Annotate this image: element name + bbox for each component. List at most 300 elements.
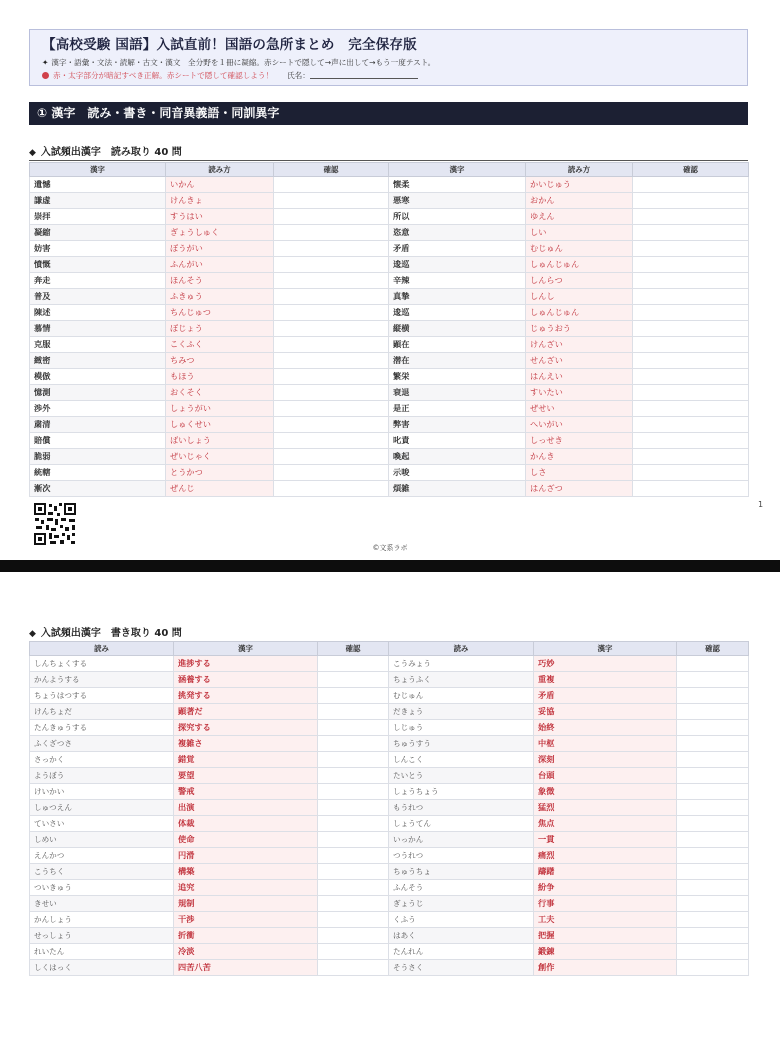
answer-cell: けんきょ [166, 193, 274, 209]
question-cell: そうさく [389, 960, 534, 976]
check-cell[interactable] [318, 848, 389, 864]
question-cell: けんちょだ [30, 704, 174, 720]
answer-cell: しんらつ [526, 273, 633, 289]
check-cell[interactable] [677, 768, 749, 784]
table-row [30, 273, 749, 289]
check-cell[interactable] [318, 960, 389, 976]
question-cell: たんれん [389, 944, 534, 960]
check-cell[interactable] [633, 353, 749, 369]
answer-cell: 躊躇 [534, 864, 677, 880]
check-cell[interactable] [318, 672, 389, 688]
question-cell: かんしょう [30, 912, 174, 928]
question-cell: くふう [389, 912, 534, 928]
answer-cell: はんえい [526, 369, 633, 385]
answer-cell: 折衝 [174, 928, 318, 944]
answer-cell: 干渉 [174, 912, 318, 928]
question-cell: 統轄 [30, 465, 166, 481]
question-cell: ようぼう [30, 768, 174, 784]
answer-cell: おかん [526, 193, 633, 209]
question-cell: 粛清 [30, 417, 166, 433]
question-cell: 漸次 [30, 481, 166, 497]
check-cell[interactable] [677, 864, 749, 880]
question-cell: つうれつ [389, 848, 534, 864]
check-cell[interactable] [318, 656, 389, 672]
question-cell: 脆弱 [30, 449, 166, 465]
table-row [30, 417, 749, 433]
table-row [30, 353, 749, 369]
table-row [30, 209, 749, 225]
answer-cell: 巧妙 [534, 656, 677, 672]
check-cell[interactable] [318, 800, 389, 816]
question-cell: さっかく [30, 752, 174, 768]
question-cell: 悪寒 [389, 193, 526, 209]
check-cell[interactable] [677, 896, 749, 912]
answer-cell: 挑発する [174, 688, 318, 704]
table-row [30, 912, 749, 928]
question-cell: 慕情 [30, 321, 166, 337]
table-row [30, 736, 749, 752]
check-cell[interactable] [318, 864, 389, 880]
answer-cell: しさ [526, 465, 633, 481]
check-cell[interactable] [677, 736, 749, 752]
question-cell: 恣意 [389, 225, 526, 241]
header-box [29, 29, 748, 86]
table-row [30, 848, 749, 864]
check-cell[interactable] [633, 465, 749, 481]
question-cell: しんこく [389, 752, 534, 768]
answer-cell: しゅんじゅん [526, 257, 633, 273]
check-cell[interactable] [318, 752, 389, 768]
question-cell: ちゅうすう [389, 736, 534, 752]
table-row [30, 177, 749, 193]
check-cell[interactable] [677, 688, 749, 704]
check-cell[interactable] [633, 241, 749, 257]
answer-cell: 紛争 [534, 880, 677, 896]
question-cell: はあく [389, 928, 534, 944]
reading-header-row [30, 163, 749, 177]
question-cell: 辛辣 [389, 273, 526, 289]
column-header: 確認 [677, 642, 749, 656]
table-row [30, 225, 749, 241]
check-cell[interactable] [633, 257, 749, 273]
table-row [30, 784, 749, 800]
check-cell[interactable] [318, 944, 389, 960]
check-cell[interactable] [633, 177, 749, 193]
question-cell: 縦横 [389, 321, 526, 337]
table-row [30, 752, 749, 768]
answer-cell: ばいしょう [166, 433, 274, 449]
answer-cell: 要望 [174, 768, 318, 784]
question-cell: 示唆 [389, 465, 526, 481]
check-cell[interactable] [274, 385, 389, 401]
answer-cell: 探究する [174, 720, 318, 736]
question-cell: えんかつ [30, 848, 174, 864]
check-cell[interactable] [677, 832, 749, 848]
question-cell: たいとう [389, 768, 534, 784]
writing-table [29, 641, 749, 976]
table-row [30, 832, 749, 848]
answer-cell: 構築 [174, 864, 318, 880]
answer-cell: もほう [166, 369, 274, 385]
check-cell[interactable] [274, 193, 389, 209]
diamond-bullet-icon: ◆ [29, 629, 36, 639]
check-cell[interactable] [274, 273, 389, 289]
check-cell[interactable] [274, 305, 389, 321]
table-row [30, 401, 749, 417]
question-cell: 緻密 [30, 353, 166, 369]
check-cell[interactable] [274, 353, 389, 369]
answer-cell: しゅんじゅん [526, 305, 633, 321]
answer-cell: ちみつ [166, 353, 274, 369]
question-cell: 陳述 [30, 305, 166, 321]
question-cell: 所以 [389, 209, 526, 225]
name-label: 氏名： [287, 71, 310, 80]
check-cell[interactable] [318, 768, 389, 784]
answer-cell: 警戒 [174, 784, 318, 800]
answer-cell: 猛烈 [534, 800, 677, 816]
table-row [30, 321, 749, 337]
reading-heading-text: 入試頻出漢字 読み取り 40 問 [40, 147, 182, 158]
answer-cell: しんし [526, 289, 633, 305]
question-cell: いっかん [389, 832, 534, 848]
answer-cell: かんき [526, 449, 633, 465]
check-cell[interactable] [274, 401, 389, 417]
question-cell: 顕在 [389, 337, 526, 353]
question-cell: 賠償 [30, 433, 166, 449]
check-cell[interactable] [633, 225, 749, 241]
answer-cell: ぜいじゃく [166, 449, 274, 465]
red-dot-icon [42, 72, 49, 79]
check-cell[interactable] [633, 305, 749, 321]
answer-cell: 焦点 [534, 816, 677, 832]
page-2 [0, 572, 780, 1064]
note-text: 赤・太字部分が暗記すべき正解。赤シートで隠して確認しよう！ [53, 71, 274, 80]
reading-table [29, 162, 749, 497]
answer-cell: すいたい [526, 385, 633, 401]
question-cell: ちょうはつする [30, 688, 174, 704]
answer-cell: 台頭 [534, 768, 677, 784]
answer-cell: 錯覚 [174, 752, 318, 768]
answer-cell: 体裁 [174, 816, 318, 832]
answer-cell: こくふく [166, 337, 274, 353]
check-cell[interactable] [633, 369, 749, 385]
question-cell: ふんそう [389, 880, 534, 896]
question-cell: 叱責 [389, 433, 526, 449]
question-cell: ぎょうじ [389, 896, 534, 912]
answer-cell: しい [526, 225, 633, 241]
table-row [30, 768, 749, 784]
question-cell: けいかい [30, 784, 174, 800]
answer-cell: ちんじゅつ [166, 305, 274, 321]
column-header: 読み [30, 642, 174, 656]
question-cell: だきょう [389, 704, 534, 720]
check-cell[interactable] [677, 784, 749, 800]
answer-cell: ふきゅう [166, 289, 274, 305]
question-cell: しくはっく [30, 960, 174, 976]
answer-cell: ぜんじ [166, 481, 274, 497]
question-cell: ついきゅう [30, 880, 174, 896]
table-row [30, 688, 749, 704]
question-cell: 崇拝 [30, 209, 166, 225]
qr-code [33, 502, 77, 546]
check-cell[interactable] [274, 289, 389, 305]
table-row [30, 720, 749, 736]
answer-cell: しょうがい [166, 401, 274, 417]
answer-cell: 中枢 [534, 736, 677, 752]
check-cell[interactable] [633, 273, 749, 289]
check-cell[interactable] [633, 385, 749, 401]
question-cell: 凝縮 [30, 225, 166, 241]
answer-cell: しっせき [526, 433, 633, 449]
check-cell[interactable] [677, 848, 749, 864]
check-cell[interactable] [274, 369, 389, 385]
question-cell: 煩雑 [389, 481, 526, 497]
question-cell: たんきゅうする [30, 720, 174, 736]
question-cell: 妨害 [30, 241, 166, 257]
check-cell[interactable] [318, 896, 389, 912]
table-row [30, 704, 749, 720]
answer-cell: ほんそう [166, 273, 274, 289]
answer-cell: 規制 [174, 896, 318, 912]
check-cell[interactable] [318, 832, 389, 848]
answer-cell: ゆえん [526, 209, 633, 225]
check-cell[interactable] [274, 417, 389, 433]
check-cell[interactable] [274, 321, 389, 337]
check-cell[interactable] [633, 417, 749, 433]
check-cell[interactable] [633, 481, 749, 497]
answer-cell: せんざい [526, 353, 633, 369]
check-cell[interactable] [274, 209, 389, 225]
question-cell: 逡巡 [389, 305, 526, 321]
question-cell: 喚起 [389, 449, 526, 465]
question-cell: 真摯 [389, 289, 526, 305]
answer-cell: しゅくせい [166, 417, 274, 433]
question-cell: 是正 [389, 401, 526, 417]
check-cell[interactable] [633, 449, 749, 465]
question-cell: むじゅん [389, 688, 534, 704]
check-cell[interactable] [318, 784, 389, 800]
column-header: 漢字 [30, 163, 166, 177]
check-cell[interactable] [318, 880, 389, 896]
check-cell[interactable] [633, 209, 749, 225]
header-description [42, 56, 737, 69]
check-cell[interactable] [677, 656, 749, 672]
check-cell[interactable] [318, 736, 389, 752]
answer-cell: 創作 [534, 960, 677, 976]
check-cell[interactable] [677, 704, 749, 720]
check-cell[interactable] [677, 816, 749, 832]
answer-cell: とうかつ [166, 465, 274, 481]
check-cell[interactable] [274, 177, 389, 193]
question-cell: 逡巡 [389, 257, 526, 273]
answer-cell: 象徴 [534, 784, 677, 800]
answer-cell: ぼうがい [166, 241, 274, 257]
writing-header-row [30, 642, 749, 656]
check-cell[interactable] [274, 257, 389, 273]
check-cell[interactable] [677, 912, 749, 928]
table-row [30, 289, 749, 305]
check-cell[interactable] [274, 465, 389, 481]
check-cell[interactable] [677, 960, 749, 976]
check-cell[interactable] [318, 816, 389, 832]
answer-cell: いかん [166, 177, 274, 193]
check-cell[interactable] [633, 289, 749, 305]
table-row [30, 896, 749, 912]
answer-cell: 重複 [534, 672, 677, 688]
question-cell: しょうてん [389, 816, 534, 832]
column-header: 漢字 [174, 642, 318, 656]
question-cell: 弊害 [389, 417, 526, 433]
answer-cell: けんざい [526, 337, 633, 353]
answer-cell: 妥協 [534, 704, 677, 720]
answer-cell: ふんがい [166, 257, 274, 273]
check-cell[interactable] [677, 752, 749, 768]
question-cell: 憤慨 [30, 257, 166, 273]
check-cell[interactable] [677, 880, 749, 896]
question-cell: 繁栄 [389, 369, 526, 385]
check-cell[interactable] [633, 193, 749, 209]
table-row [30, 369, 749, 385]
check-cell[interactable] [677, 928, 749, 944]
table-row [30, 193, 749, 209]
question-cell: ていさい [30, 816, 174, 832]
question-cell: かんようする [30, 672, 174, 688]
check-cell[interactable] [274, 481, 389, 497]
table-row [30, 800, 749, 816]
answer-cell: かいじゅう [526, 177, 633, 193]
question-cell: しょうちょう [389, 784, 534, 800]
question-cell: せっしょう [30, 928, 174, 944]
answer-cell: へいがい [526, 417, 633, 433]
reading-heading [29, 143, 748, 161]
answer-cell: ぼじょう [166, 321, 274, 337]
answer-cell: ぜせい [526, 401, 633, 417]
check-cell[interactable] [677, 944, 749, 960]
description-text: 漢字・語彙・文法・読解・古文・漢文 全分野を１冊に凝縮。赤シートで隠して→声に出して→もう一度テスト。 [51, 58, 436, 67]
writing-heading-text: 入試頻出漢字 書き取り 40 問 [40, 628, 182, 639]
answer-cell: むじゅん [526, 241, 633, 257]
question-cell: ちゅうちょ [389, 864, 534, 880]
table-row [30, 944, 749, 960]
answer-cell: 深刻 [534, 752, 677, 768]
question-cell: 普及 [30, 289, 166, 305]
column-header: 確認 [633, 163, 749, 177]
check-cell[interactable] [677, 800, 749, 816]
question-cell: れいたん [30, 944, 174, 960]
question-cell: きせい [30, 896, 174, 912]
question-cell: 遺憾 [30, 177, 166, 193]
question-cell: 奔走 [30, 273, 166, 289]
check-cell[interactable] [633, 321, 749, 337]
name-field[interactable] [310, 70, 418, 79]
question-cell: こうちく [30, 864, 174, 880]
answer-cell: すうはい [166, 209, 274, 225]
question-cell: ちょうふく [389, 672, 534, 688]
answer-cell: はんざつ [526, 481, 633, 497]
check-cell[interactable] [633, 401, 749, 417]
check-cell[interactable] [677, 720, 749, 736]
table-row [30, 928, 749, 944]
answer-cell: 痛烈 [534, 848, 677, 864]
column-header: 漢字 [534, 642, 677, 656]
table-row [30, 305, 749, 321]
question-cell: こうみょう [389, 656, 534, 672]
table-row [30, 864, 749, 880]
check-cell[interactable] [677, 672, 749, 688]
answer-cell: 進捗する [174, 656, 318, 672]
question-cell: 潜在 [389, 353, 526, 369]
table-row [30, 960, 749, 976]
check-cell[interactable] [318, 928, 389, 944]
table-row [30, 816, 749, 832]
check-cell[interactable] [318, 688, 389, 704]
answer-cell: 始終 [534, 720, 677, 736]
table-row [30, 880, 749, 896]
question-cell: 謙虚 [30, 193, 166, 209]
answer-cell: 矛盾 [534, 688, 677, 704]
question-cell: 懐柔 [389, 177, 526, 193]
page-separator [0, 560, 780, 572]
question-cell: 模倣 [30, 369, 166, 385]
table-row [30, 257, 749, 273]
answer-cell: 行事 [534, 896, 677, 912]
check-cell[interactable] [318, 704, 389, 720]
column-header: 確認 [318, 642, 389, 656]
column-header: 読み [389, 642, 534, 656]
column-header: 読み方 [166, 163, 274, 177]
check-cell[interactable] [274, 337, 389, 353]
page-title: 【高校受験 国語】入試直前！国語の急所まとめ 完全保存版 [42, 37, 417, 53]
table-row [30, 465, 749, 481]
question-cell: もうれつ [389, 800, 534, 816]
answer-cell: 冷淡 [174, 944, 318, 960]
question-cell: しゅつえん [30, 800, 174, 816]
answer-cell: 一貫 [534, 832, 677, 848]
question-cell: ふくざつさ [30, 736, 174, 752]
table-row [30, 433, 749, 449]
check-cell[interactable] [633, 433, 749, 449]
answer-cell: 複雑さ [174, 736, 318, 752]
answer-cell: 追究 [174, 880, 318, 896]
check-cell[interactable] [274, 225, 389, 241]
check-cell[interactable] [274, 433, 389, 449]
check-cell[interactable] [318, 912, 389, 928]
answer-cell: 四苦八苦 [174, 960, 318, 976]
answer-cell: 円滑 [174, 848, 318, 864]
check-cell[interactable] [633, 337, 749, 353]
check-cell[interactable] [274, 241, 389, 257]
question-cell: しじゅう [389, 720, 534, 736]
check-cell[interactable] [318, 720, 389, 736]
diamond-icon: ✦ [42, 58, 49, 67]
column-header: 確認 [274, 163, 389, 177]
check-cell[interactable] [274, 449, 389, 465]
answer-cell: ぎょうしゅく [166, 225, 274, 241]
answer-cell: じゅうおう [526, 321, 633, 337]
answer-cell: 使命 [174, 832, 318, 848]
table-row [30, 656, 749, 672]
table-row [30, 337, 749, 353]
table-row [30, 449, 749, 465]
column-header: 漢字 [389, 163, 526, 177]
table-row [30, 481, 749, 497]
header-note [42, 69, 737, 82]
answer-cell: 把握 [534, 928, 677, 944]
answer-cell: 顕著だ [174, 704, 318, 720]
answer-cell: 涵養する [174, 672, 318, 688]
question-cell: しんちょくする [30, 656, 174, 672]
diamond-bullet-icon: ◆ [29, 148, 36, 158]
